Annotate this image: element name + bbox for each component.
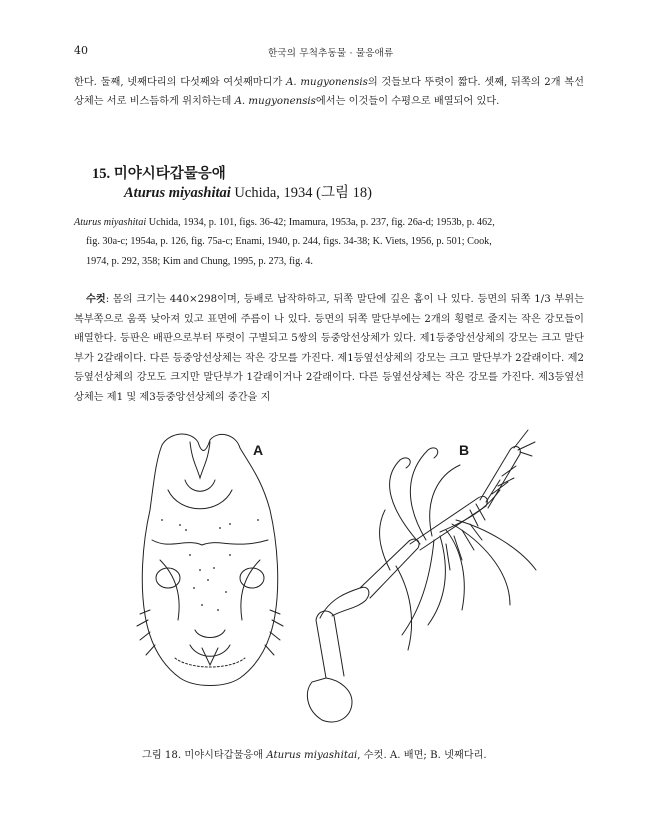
description-label: 수컷 [86,293,106,305]
intro-text-a: 한다. 둘째, 넷째다리의 다섯째와 여섯째마디가 [74,77,287,88]
caption-taxon: Aturus miyashitai [266,750,358,761]
synonymy-block [74,213,584,271]
synonymy-line-2: fig. 30a-c; 1954a, p. 126, fig. 75a-c; Enami, 1940, p. 244, figs. 34-38; K. Viets, 1956, p. 501; Cook, [86,236,492,248]
figure-label-a: A [253,442,264,458]
description-text: : 몸의 크기는 440×298이며, 등배로 납작하하고, 뒤쪽 말단에 깊은 홈이 나 있다. 등면의 뒤쪽 1/3 부위는 복부쪽으로 움푹 낮아져 있고 표면에 주름이 나 있다. 등면의 뒤쪽 말단부에는 2개의 횡렬로 줄지는 작은 강모들이 배열한다. 등판은 배판으로부터 뚜렷이 구별되고 5쌍의 등중앙선상체가 있다. 제1등중앙선상체의 강모는 크고 말단부가 2갈래이다. 다른 등중앙선상체는 작은 강모를 가진다. 제1등옆선상체의 강모는 크고 말단부가 2갈래이다. 제2등옆선상체의 강모도 크지만 말단부가 1갈래이거나 2갈래이다. 다른 등옆선상체는 작은 강모를 가진다. 제3등옆선상체는 제1 및 제3등중앙선상체의 중간을 지 [74,294,584,403]
running-title: 한국의 무척추동물 · 물응애류 [268,48,394,59]
figure-illustration [90,420,560,735]
species-title: 15. 미야시타갑물응애 [92,166,226,182]
synonymy-line-1-rest: Uchida, 1934, p. 101, figs. 36-42; Imamura, 1953a, p. 237, fig. 26a-d; 1953b, p. 462, [146,217,495,228]
intro-paragraph [74,74,584,111]
species-author: Uchida, 1934 (그림 18) [230,185,372,201]
ventral-view-drawing [137,434,283,685]
synonymy-line-1 [74,213,584,232]
intro-species-1: A. mugyonensis [286,77,368,88]
synonymy-taxon: Aturus miyashitai [74,217,147,228]
fourth-leg-drawing [307,430,536,722]
caption-prefix: 그림 18. 미야시타갑물응애 [142,750,267,761]
synonymy-line-3: 1974, p. 292, 358; Kim and Chung, 1995, p. 273, fig. 4. [86,255,313,267]
figure-18 [90,420,560,735]
species-scientific-name [124,181,372,202]
caption-suffix: , 수컷. A. 배면; B. 넷째다리. [357,750,487,761]
species-binomial: Aturus miyashitai [124,185,231,201]
figure-label-b: B [459,442,470,458]
page-number: 40 [74,44,88,57]
figure-caption [142,746,487,761]
intro-text-c: 에서는 이것들이 수평으로 배열되어 있다. [315,95,500,107]
intro-text-b: 의 것들보다 뚜렷이 짧다. 셋째, 뒤쪽의 2개 복선상체는 서로 비스듬하게 위치하는데 [74,77,584,107]
intro-species-2: A. mugyonensis [234,95,316,107]
male-description [74,290,584,408]
